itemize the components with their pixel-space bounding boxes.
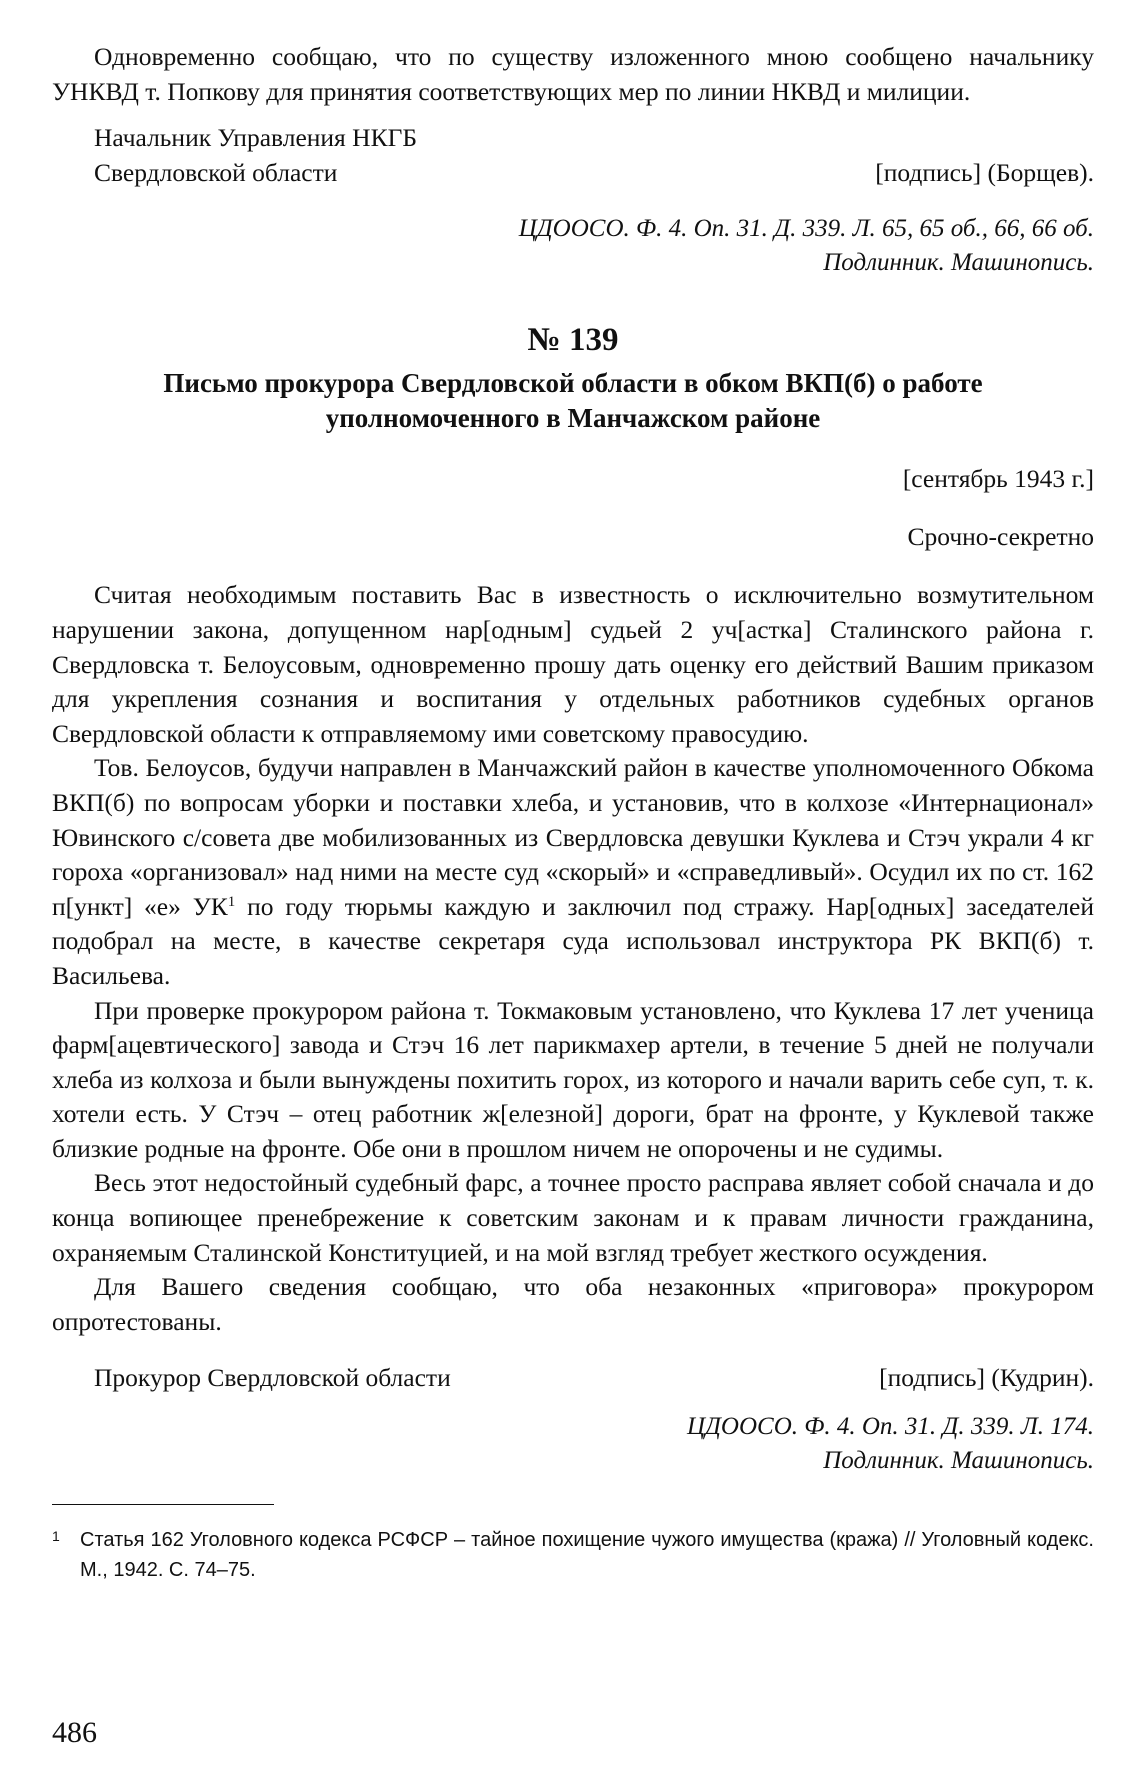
body-paragraph-1: Считая необходимым поставить Вас в известность о исключительно возмутительном нарушении закона, допущенном нар[одным] судьей 2 уч[астка] Сталинского района г. Свердловска т. Белоусовым, одновременно прошу дать оценку его действий Вашим приказом для укрепления сознания и воспитания у отдельных работников судебных органов Свердловской области к отправляемому ими советскому правосудию. [52, 580, 1094, 748]
prosecutor-title: Прокурор Свердловской области [94, 1363, 451, 1393]
letter-body [52, 578, 1094, 1339]
footnote-mark: 1 [52, 1528, 60, 1545]
body-paragraph-3: При проверке прокурором района т. Токмаковым установлено, что Куклева 17 лет ученица фарм[ацевтического] завода и Стэч 16 лет парикмахер артели, в течение 5 дней не получали хлеба из колхоза и были вынуждены похитить горох, из которого и начали варить себе суп, т. к. хотели есть. У Стэч – отец работник ж[елезной] дороги, брат на фронте, у Куклевой также близкие родные на фронте. Обе они в прошлом ничем не опорочены и не судимы. [52, 995, 1094, 1163]
footnote-reference: 1 [227, 893, 236, 910]
body-paragraph-4: Весь этот недостойный судебный фарс, а точнее просто расправа являет собой сначала и до конца вопиющее пренебрежение к советским законам и к правам личности гражданина, охраняемым Сталинской Конституцией, и на мой взгляд требует жесткого осуждения. [52, 1168, 1094, 1267]
footnote-separator [52, 1504, 274, 1505]
prosecutor-signer-row [94, 1361, 1094, 1396]
signer-row [94, 156, 1094, 191]
archive-ref-text: ЦДООСО. Ф. 4. Оп. 31. Д. 339. Л. 174. [686, 1413, 1094, 1441]
footnote [52, 1525, 1094, 1585]
signature-borshchev: [подпись] (Борщев). [875, 157, 1094, 187]
document-page [52, 40, 1094, 1585]
document-date: [сентябрь 1943 г.] [902, 464, 1094, 494]
body-paragraph-2-text: Тов. Белоусов, будучи направлен в Манчажский район в качестве уполномоченного Обкома ВКП(б) по вопросам уборки и поставки хлеба, и установив, что в колхозе «Интернационал» Ювинского с/совета две мобилизованных из Свердловска девушки Куклева и Стэч украли 4 кг гороха «организовал» над ними на месте суд «скорый» и «справедливый». Осудил их по ст. 162 п[ункт] «е» УК [52, 753, 1094, 921]
signature-block-nkgb [52, 121, 1094, 190]
signature-block-prosecutor [52, 1361, 1094, 1396]
archive-ref-text: ЦДООСО. Ф. 4. Оп. 31. Д. 339. Л. 65, 65 об., 66, 66 об. [518, 215, 1094, 243]
document-title: Письмо прокурора Свердловской области в обком ВКП(б) о работе уполномоченного в Манчажском районе [163, 368, 983, 434]
archive-reference-1 [52, 212, 1094, 280]
body-paragraph-5: Для Вашего сведения сообщаю, что оба незаконных «приговора» прокурором опротестованы. [52, 1272, 1094, 1336]
footnote-text: Статья 162 Уголовного кодекса РСФСР – тайное похищение чужого имущества (кража) // Уголовный кодекс. М., 1942. С. 74–75. [80, 1529, 1094, 1582]
archive-ref-note: Подлинник. Машинопись. [823, 249, 1094, 277]
body-paragraph-2 [52, 751, 1094, 993]
archive-ref-note: Подлинник. Машинопись. [823, 1447, 1094, 1475]
body-paragraph-2-continuation: по году тюрьмы каждую и заключил под стражу. Нар[одных] заседателей подобрал на месте, в качестве секретаря суда использовал инструктора РК ВКП(б) т. Васильева. [52, 891, 1094, 990]
classification-mark: Срочно-секретно [907, 522, 1094, 552]
intro-paragraph: Одновременно сообщаю, что по существу изложенного мною сообщено начальнику УНКВД т. Попкову для принятия соответствующих мер по линии НКВД и милиции. [52, 42, 1094, 106]
archive-reference-2 [52, 1410, 1094, 1478]
signature-kudrin: [подпись] (Кудрин). [879, 1363, 1094, 1393]
page-number: 486 [52, 1716, 97, 1749]
signer-title-line1: Начальник Управления НКГБ [94, 123, 417, 153]
signer-title-line2: Свердловской области [94, 157, 338, 187]
document-number: № 139 [527, 322, 619, 359]
